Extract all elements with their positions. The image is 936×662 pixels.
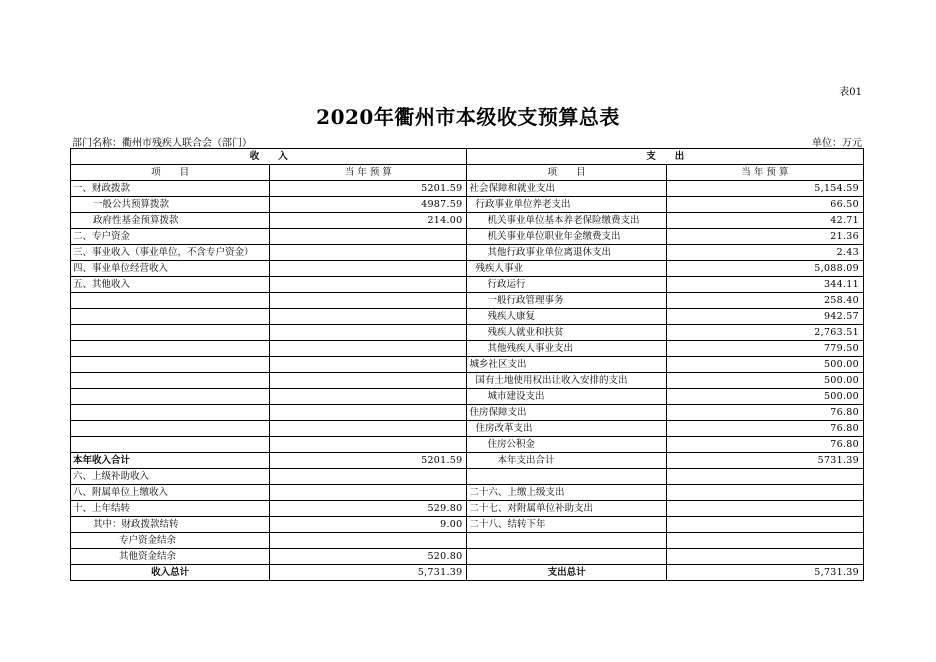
expense-item: 行政事业单位养老支出 — [467, 197, 666, 213]
table-row — [71, 341, 864, 357]
expense-amount — [666, 517, 863, 533]
expense-item: 其他残疾人事业支出 — [467, 341, 666, 357]
expense-item: 其他行政事业单位离退休支出 — [467, 245, 666, 261]
expense-item: 二十七、对附属单位补助支出 — [467, 501, 666, 517]
income-item: 五、其他收入 — [71, 277, 270, 293]
income-item-header: 项 目 — [71, 165, 270, 181]
expense-item: 一般行政管理事务 — [467, 293, 666, 309]
income-item: 十、上年结转 — [71, 501, 270, 517]
subtotal-row — [71, 453, 864, 469]
expense-amount — [666, 549, 863, 565]
expense-item — [467, 533, 666, 549]
table-row — [71, 309, 864, 325]
expense-subtotal-amount: 5731.39 — [666, 453, 863, 469]
department-label: 部门名称：衢州市残疾人联合会（部门） — [72, 138, 252, 149]
income-amount: 214.00 — [270, 213, 467, 229]
income-amount — [270, 293, 467, 309]
income-amount — [270, 309, 467, 325]
section-header-row — [71, 149, 864, 165]
income-item: 二、专户资金 — [71, 229, 270, 245]
expense-amount: 76.80 — [666, 405, 863, 421]
expense-amount: 42.71 — [666, 213, 863, 229]
income-amount: 9.00 — [270, 517, 467, 533]
expense-amount: 500.00 — [666, 389, 863, 405]
expense-item: 残疾人康复 — [467, 309, 666, 325]
expense-amount: 500.00 — [666, 357, 863, 373]
income-amount — [270, 277, 467, 293]
expense-item: 住房改革支出 — [467, 421, 666, 437]
income-amount — [270, 421, 467, 437]
income-item — [71, 373, 270, 389]
income-item — [71, 293, 270, 309]
table-row — [71, 293, 864, 309]
expense-total-label: 支出总计 — [467, 565, 666, 581]
column-header-row — [71, 165, 864, 181]
income-amount — [270, 261, 467, 277]
expense-header: 支 出 — [467, 149, 864, 165]
table-row — [71, 325, 864, 341]
income-item — [71, 341, 270, 357]
expense-subtotal-label: 本年支出合计 — [467, 453, 666, 469]
expense-amount: 2.43 — [666, 245, 863, 261]
total-row — [71, 565, 864, 581]
income-item: 政府性基金预算拨款 — [71, 213, 270, 229]
income-item: 一般公共预算拨款 — [71, 197, 270, 213]
table-row — [71, 357, 864, 373]
income-item: 其中：财政拨款结转 — [71, 517, 270, 533]
table-row — [71, 245, 864, 261]
income-header: 收 入 — [71, 149, 467, 165]
table-row — [71, 437, 864, 453]
income-amount: 520.80 — [270, 549, 467, 565]
expense-item: 行政运行 — [467, 277, 666, 293]
expense-item: 城市建设支出 — [467, 389, 666, 405]
expense-amount: 76.80 — [666, 421, 863, 437]
expense-amount — [666, 469, 863, 485]
income-budget-header: 当 年 预 算 — [270, 165, 467, 181]
income-amount — [270, 373, 467, 389]
income-amount: 4987.59 — [270, 197, 467, 213]
expense-amount: 344.11 — [666, 277, 863, 293]
income-amount — [270, 389, 467, 405]
table-row — [71, 373, 864, 389]
table-row — [71, 533, 864, 549]
table-row — [71, 469, 864, 485]
expense-item: 国有土地使用权出让收入安排的支出 — [467, 373, 666, 389]
income-item — [71, 389, 270, 405]
expense-amount: 21.36 — [666, 229, 863, 245]
expense-amount: 5,088.09 — [666, 261, 863, 277]
expense-amount — [666, 485, 863, 501]
expense-amount: 76.80 — [666, 437, 863, 453]
table-row — [71, 213, 864, 229]
table-row — [71, 277, 864, 293]
expense-item: 残疾人就业和扶贫 — [467, 325, 666, 341]
page-title: 2020年衢州市本级收支预算总表 — [316, 105, 620, 129]
table-row — [71, 261, 864, 277]
income-item: 一、财政拨款 — [71, 181, 270, 197]
expense-amount: 2,763.51 — [666, 325, 863, 341]
income-amount — [270, 533, 467, 549]
table-row — [71, 501, 864, 517]
expense-item: 机关事业单位职业年金缴费支出 — [467, 229, 666, 245]
income-item — [71, 325, 270, 341]
income-amount — [270, 341, 467, 357]
expense-amount: 258.40 — [666, 293, 863, 309]
table-row — [71, 405, 864, 421]
income-item — [71, 421, 270, 437]
income-item: 八、附属单位上缴收入 — [71, 485, 270, 501]
expense-item-header: 项 目 — [467, 165, 666, 181]
expense-item: 二十六、上缴上级支出 — [467, 485, 666, 501]
expense-amount: 66.50 — [666, 197, 863, 213]
table-row — [71, 389, 864, 405]
income-subtotal-label: 本年收入合计 — [71, 453, 270, 469]
expense-amount — [666, 501, 863, 517]
table-row — [71, 517, 864, 533]
income-item: 其他资金结余 — [71, 549, 270, 565]
income-amount — [270, 437, 467, 453]
expense-item — [467, 469, 666, 485]
table-row — [71, 549, 864, 565]
income-amount — [270, 485, 467, 501]
expense-item: 二十八、结转下年 — [467, 517, 666, 533]
expense-item: 社会保障和就业支出 — [467, 181, 666, 197]
expense-item: 住房保障支出 — [467, 405, 666, 421]
table-row — [71, 229, 864, 245]
income-total-label: 收入总计 — [71, 565, 270, 581]
table-row — [71, 485, 864, 501]
expense-amount — [666, 533, 863, 549]
income-item — [71, 357, 270, 373]
expense-item: 残疾人事业 — [467, 261, 666, 277]
expense-item: 机关事业单位基本养老保险缴费支出 — [467, 213, 666, 229]
expense-total-amount: 5,731.39 — [666, 565, 863, 581]
unit-label: 单位：万元 — [812, 138, 862, 149]
table-row — [71, 197, 864, 213]
income-item — [71, 309, 270, 325]
table-number: 表01 — [839, 87, 862, 98]
income-amount — [270, 325, 467, 341]
income-amount: 5201.59 — [270, 181, 467, 197]
table-row — [71, 181, 864, 197]
expense-amount: 500.00 — [666, 373, 863, 389]
income-amount: 529.80 — [270, 501, 467, 517]
income-amount — [270, 469, 467, 485]
expense-amount: 942.57 — [666, 309, 863, 325]
income-amount — [270, 405, 467, 421]
expense-item: 城乡社区支出 — [467, 357, 666, 373]
expense-item: 住房公积金 — [467, 437, 666, 453]
income-amount — [270, 229, 467, 245]
income-item: 三、事业收入（事业单位，不含专户资金） — [71, 245, 270, 261]
expense-amount: 779.50 — [666, 341, 863, 357]
income-subtotal-amount: 5201.59 — [270, 453, 467, 469]
income-item — [71, 405, 270, 421]
income-amount — [270, 245, 467, 261]
expense-budget-header: 当 年 预 算 — [666, 165, 863, 181]
budget-summary-table — [70, 148, 864, 581]
expense-item — [467, 549, 666, 565]
table-row — [71, 421, 864, 437]
income-amount — [270, 357, 467, 373]
income-item — [71, 437, 270, 453]
expense-amount: 5,154.59 — [666, 181, 863, 197]
income-item: 四、事业单位经营收入 — [71, 261, 270, 277]
income-item: 六、上级补助收入 — [71, 469, 270, 485]
income-item: 专户资金结余 — [71, 533, 270, 549]
income-total-amount: 5,731.39 — [270, 565, 467, 581]
